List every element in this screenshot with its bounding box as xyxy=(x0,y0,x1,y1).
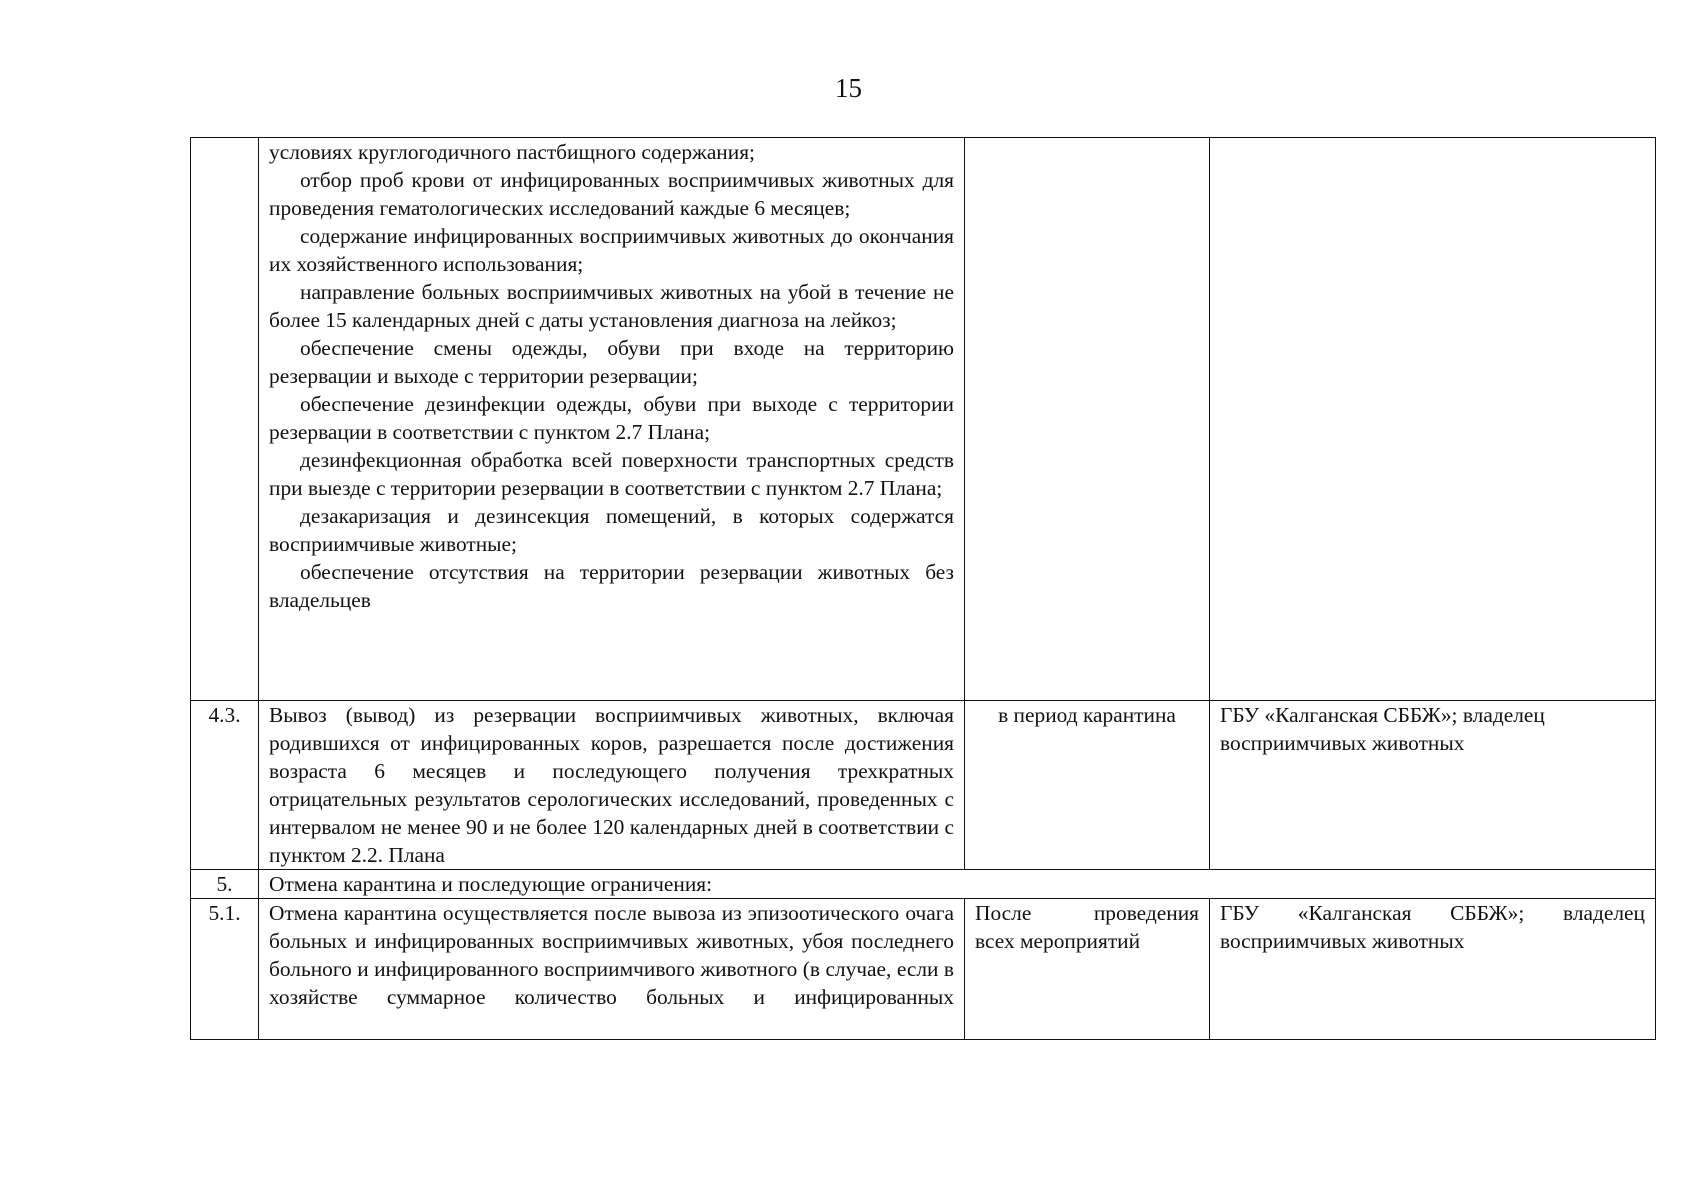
measure-paragraph: обеспечение смены одежды, обуви при входе на территорию резервации и выходе с территории резервации; xyxy=(269,336,954,388)
measure-paragraph: обеспечение отсутствия на территории резервации животных без владельцев xyxy=(269,560,954,612)
section-number-cell: 5. xyxy=(191,870,259,899)
term-cell xyxy=(965,138,1210,701)
row-number-cell xyxy=(191,138,259,701)
table-row xyxy=(191,870,1656,899)
row-number-cell: 4.3. xyxy=(191,701,259,870)
measure-paragraph: Вывоз (вывод) из резервации восприимчивых животных, включая родившихся от инфицированных коров, разрешается после достижения возраста 6 месяцев и последующего получения трехкратных отрицательных результатов серологических исследований, проведенных с интервалом не менее 90 и не более 120 календарных дней в соответствии с пунктом 2.2. Плана xyxy=(269,703,954,867)
term-cell xyxy=(965,899,1210,1040)
section-title-cell: Отмена карантина и последующие ограничения: xyxy=(259,870,1656,899)
term-line: После проведения xyxy=(975,901,1199,925)
row-number-cell: 5.1. xyxy=(191,899,259,1040)
table-row xyxy=(191,701,1656,870)
plan-table xyxy=(190,137,1656,1040)
responsible-cell xyxy=(1210,138,1656,701)
measure-paragraph: обеспечение дезинфекции одежды, обуви при выходе с территории резервации в соответствии с пунктом 2.7 Плана; xyxy=(269,392,954,444)
measure-description-cell xyxy=(259,701,965,870)
measure-paragraph: дезинфекционная обработка всей поверхности транспортных средств при выезде с территории резервации в соответствии с пунктом 2.7 Плана; xyxy=(269,448,954,500)
table-row xyxy=(191,138,1656,701)
term-cell: в период карантина xyxy=(965,701,1210,870)
measure-paragraph: отбор проб крови от инфицированных восприимчивых животных для проведения гематологических исследований каждые 6 месяцев; xyxy=(269,168,954,220)
table-row xyxy=(191,899,1656,1040)
measure-paragraph: Отмена карантина осуществляется после вывоза из эпизоотического очага больных и инфицированных восприимчивых животных, убоя последнего больного и инфицированного восприимчивого животного (в случае, если в хозяйстве суммарное количество больных и инфицированных xyxy=(269,901,954,1009)
measure-paragraph: направление больных восприимчивых животных на убой в течение не более 15 календарных дней с даты установления диагноза на лейкоз; xyxy=(269,280,954,332)
measure-paragraph: содержание инфицированных восприимчивых животных до окончания их хозяйственного использования; xyxy=(269,224,954,276)
measure-description-cell xyxy=(259,899,965,1040)
responsible-cell: ГБУ «Калганская СББЖ»; владелец восприимчивых животных xyxy=(1210,701,1656,870)
responsible-line: восприимчивых животных xyxy=(1220,929,1465,953)
term-line: всех мероприятий xyxy=(975,929,1141,953)
measure-paragraph: условиях круглогодичного пастбищного содержания; xyxy=(269,140,755,164)
responsible-cell xyxy=(1210,899,1656,1040)
page-number: 15 xyxy=(835,73,862,103)
measure-description-cell xyxy=(259,138,965,701)
responsible-line: ГБУ «Калганская СББЖ»; владелец xyxy=(1220,901,1645,925)
measure-paragraph: дезакаризация и дезинсекция помещений, в которых содержатся восприимчивые животные; xyxy=(269,504,954,556)
